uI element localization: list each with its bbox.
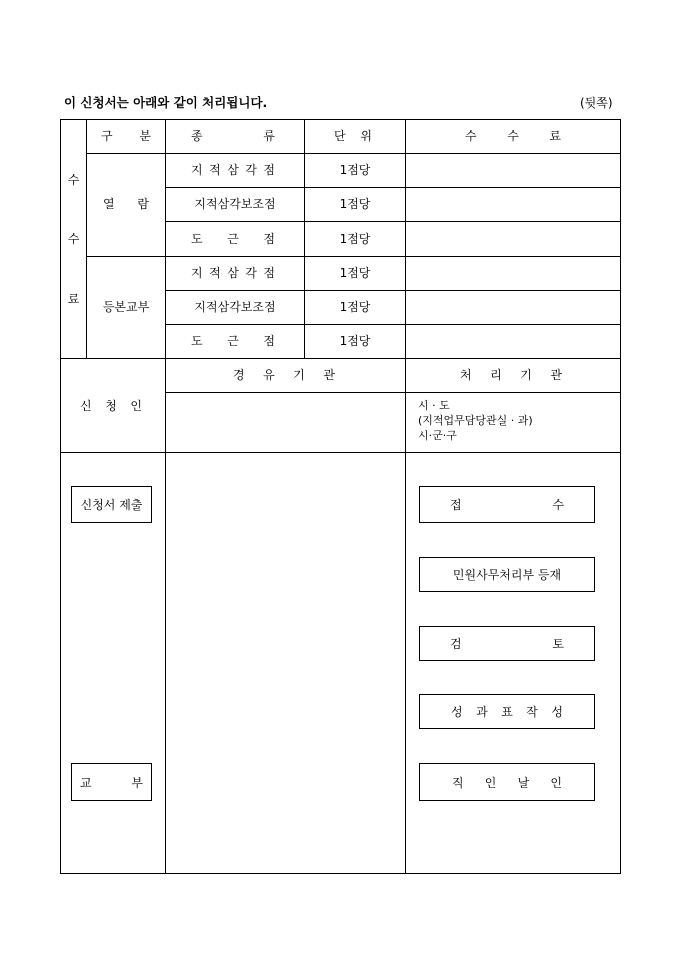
table-row-unit: 1점당	[339, 334, 371, 348]
table-row-type: 지 적 삼 각 점	[191, 266, 275, 280]
table-row-type: 도 근 점	[191, 334, 275, 348]
column-header-unit: 단 위	[334, 129, 372, 143]
processing-agency-line-2: (지적업무담당관실 · 과)	[418, 414, 533, 427]
step-issue: 교 부	[71, 763, 152, 801]
table-row-type: 지적삼각보조점	[194, 197, 276, 211]
step-receipt: 접 수	[419, 486, 595, 523]
group-name-copy-issue: 등본교부	[102, 300, 150, 314]
table-row-type: 도 근 점	[191, 232, 275, 246]
table-row-unit: 1점당	[339, 163, 371, 177]
fee-section-label-1: 수	[67, 173, 80, 187]
processing-agency-header: 처 리 기 관	[460, 368, 562, 382]
page-side-note: (뒷쪽)	[580, 96, 613, 110]
step-review: 검 토	[419, 626, 595, 661]
table-row-unit: 1점당	[339, 266, 371, 280]
step-official-seal: 직 인 날 인	[419, 763, 595, 801]
column-header-fee: 수 수 료	[465, 129, 561, 143]
via-agency-header: 경 유 기 관	[233, 368, 335, 382]
table-row-type: 지 적 삼 각 점	[191, 163, 275, 177]
table-row-unit: 1점당	[339, 300, 371, 314]
table-row-type: 지적삼각보조점	[194, 300, 276, 314]
applicant-label: 신 청 인	[80, 399, 142, 413]
processing-agency-line-3: 시·군·구	[418, 429, 457, 442]
fee-section-label-3: 료	[67, 292, 80, 306]
processing-agency-line-1: 시 · 도	[418, 399, 450, 412]
group-name-view: 열 람	[103, 197, 149, 211]
table-row-unit: 1점당	[339, 197, 371, 211]
column-header-type: 종 류	[191, 129, 275, 143]
fee-section-label-2: 수	[67, 232, 80, 246]
step-register: 민원사무처리부 등재	[419, 557, 595, 592]
table-row-unit: 1점당	[339, 232, 371, 246]
column-header-category: 구 분	[101, 129, 151, 143]
step-submit-application: 신청서 제출	[71, 486, 152, 523]
form-title: 이 신청서는 아래와 같이 처리됩니다.	[64, 95, 268, 110]
step-prepare-result: 성 과 표 작 성	[419, 694, 595, 729]
